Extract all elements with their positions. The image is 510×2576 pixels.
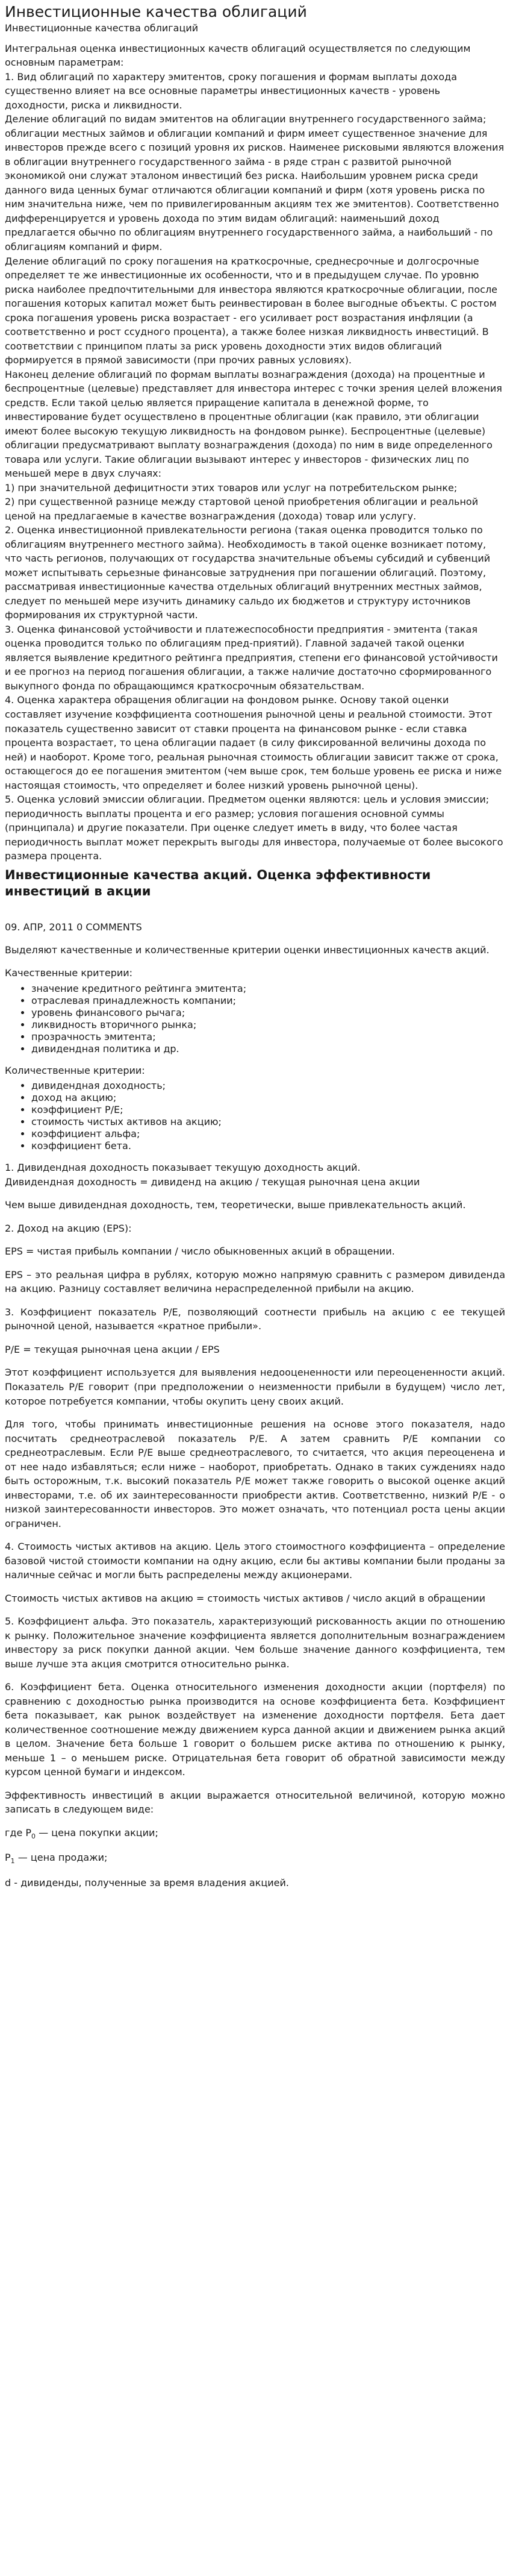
list-item: • стоимость чистых активов на акцию; <box>31 1116 505 1128</box>
bonds-paragraph: Наконец деление облигаций по формам выплаты вознаграждения (дохода) на процентные и беспроцентные (целевые) представляет для инвестора интерес с точки зрения целей вложения средств. Если такой целью является приращение капитала в денежной форме, то инвестирование будет осуществлено в процентные облигации (как правило, эти облигации имеют более высокую текущую ликвидность на фондовом рынке). Беспроцентные (целевые) облигации предусматривают выплату вознаграждения (дохода) по ним в виде определенного товара или услуги. Такие облигации вызывают интерес у инвесторов - физических лиц по меньшей мере в двух случаях: <box>5 368 502 480</box>
bonds-paragraph: Деление облигаций по сроку погашения на краткосрочные, среднесрочные и долгосрочные определяет те же инвестиционные их особенности, что и в предыдущем случае. По уровню риска наиболее предпочтительными для инвестора являются краткосрочные облигации, после погашения которых капитал может быть реинвестирован в более выгодные объекты. С ростом срока погашения уровень риска возрастает - его усиливает рост возрастания инфляции (а соответственно и рост ссудного процента), а также более низкая ликвидность инвестиций. В соответствии с принципом платы за риск уровень доходности этих видов облигаций формируется в прямой зависимости (при прочих равных условиях). <box>5 255 498 366</box>
criterion-pe: 3. Коэффициент показатель P/E, позволяющий соотнести прибыль на акцию с ее текущей рыночной ценой, называется «кратное прибыли». <box>5 1306 505 1332</box>
bonds-paragraph: 5. Оценка условий эмиссии облигации. Предметом оценки являются: цель и условия эмиссии; периодичность выплаты процента и его размер; условия погашения основной суммы (принципала) и другие показатели. При оценке следует иметь в виду, что более частая периодичность выплат может перекрыть выгоды для инвестора, получаемые от более высокого размера процента. <box>5 794 503 862</box>
qualitative-list <box>5 983 505 1055</box>
criterion-alpha: 5. Коэффициент альфа. Это показатель, характеризующий рискованность акции по отношению к рынку. Положительное значение коэффициента является дополнительным вознаграждением инвестору за риск покупки данной акции. Чем больше значение данного коэффициента, тем выше лучше эта акция смотрится относительно рынка. <box>5 1615 505 1670</box>
list-item: • дивидендная доходность; <box>31 1080 505 1092</box>
bonds-paragraph: 4. Оценка характера обращения облигации на фондовом рынке. Основу такой оценки составляет изучение коэффициента соотношения рыночной цены и реальной стоимости. Этот показатель существенно зависит от ставки процента на финансовом рынке - если ставка процента возрастает, то цена облигации падает (в силу фиксированной величины дохода по ней) и наоборот. Кроме того, реальная рыночная стоимость облигации зависит также от срока, остающегося до ее погашения эмитентом (чем выше срок, тем больше уровень ее риска и ниже настоящая стоимость, что определяет и более низкий уровень рыночной цены). <box>5 694 502 791</box>
bonds-paragraph: 2) при существенной разнице между стартовой ценой приобретения облигации и реальной ценой на предлагаемые в качестве вознаграждения (дохода) товар или услугу. <box>5 496 479 522</box>
bonds-paragraph: 1) при значительной дефицитности этих товаров или услуг на потребительском рынке; <box>5 481 458 494</box>
formula-dividend-yield: Дивидендная доходность = дивиденд на акцию / текущая рыночная цена акции <box>5 1176 420 1188</box>
criterion-dividend-yield: 1. Дивидендная доходность показывает текущую доходность акций. <box>5 1162 361 1174</box>
bonds-paragraph: 2. Оценка инвестиционной привлекательности региона (такая оценка проводится только по облигациям внутреннего местного займа). Необходимость в такой оценке возникает потому, что часть регионов, получающих от государства значительные объемы субсидий и субвенций может испытывать серьезные финансовые затруднения при погашении облигаций. Поэтому, рассматривая инвестиционные качества отдельных облигаций внутренних местных займов, следует по меньшей мере изучить динамику сальдо их бюджетов и структуру источников формирования их структурной части. <box>5 524 491 621</box>
post-meta: 09. АПР, 2011 0 COMMENTS <box>5 921 142 933</box>
criterion-paragraph: EPS – это реальная цифра в рублях, которую можно напрямую сравнить с размером дивиденда на акцию. Разницу составляет величина нераспределенной прибыли на акцию. <box>5 1268 505 1295</box>
qualitative-label: Качественные критерии: <box>5 967 133 979</box>
bonds-paragraph: Интегральная оценка инвестиционных качеств облигаций осуществляется по следующим основным параметрам: <box>5 42 471 69</box>
definition-d: d - дивиденды, полученные за время владения акцией. <box>5 1876 289 1888</box>
list-item: • коэффициент P/E; <box>31 1104 505 1116</box>
definition-p1 <box>5 1851 505 1866</box>
list-item: • уровень финансового рычага; <box>31 1007 505 1019</box>
criterion-paragraph: Чем выше дивидендная доходность, тем, теоретически, выше привлекательность акций. <box>5 1199 466 1211</box>
bonds-section <box>5 42 505 863</box>
list-item: • дивидендная политика и др. <box>31 1043 505 1055</box>
page-title: Инвестиционные качества облигаций <box>5 3 307 20</box>
list-item: • доход на акцию; <box>31 1092 505 1104</box>
list-item: • коэффициент альфа; <box>31 1128 505 1140</box>
definition-p1-post: — цена продажи; <box>14 1852 108 1864</box>
definition-p0 <box>5 1826 505 1841</box>
criterion-paragraph: Этот коэффициент используется для выявления недооцененности или переоцененности акций. Показатель P/E говорит (при предположении о неизменности прибыли в будущем) число лет, которое потребуется компании, чтобы окупить цену своих акций. <box>5 1367 505 1407</box>
formula-eps: EPS = чистая прибыль компании / число обыкновенных акций в обращении. <box>5 1246 395 1258</box>
page-subtitle: Инвестиционные качества облигаций <box>5 22 199 34</box>
criterion-net-assets: 4. Стоимость чистых активов на акцию. Цель этого стоимостного коэффициента – определение базовой чистой стоимости компании на одну акцию, если бы активы компании были проданы за наличные сейчас и могли быть распределены между акционерами. <box>5 1541 505 1581</box>
definition-p1-pre: P <box>5 1852 11 1864</box>
stocks-section <box>5 943 505 1890</box>
quantitative-list <box>5 1080 505 1152</box>
bonds-paragraph: 1. Вид облигаций по характеру эмитентов, сроку погашения и формам выплаты дохода существенно влияет на все основные параметры инвестиционных качеств - уровень доходности, риска и ликвидности. <box>5 71 458 111</box>
intro-paragraph: Выделяют качественные и количественные критерии оценки инвестиционных качеств акций. <box>5 944 490 956</box>
list-item: • ликвидность вторичного рынка; <box>31 1019 505 1031</box>
criterion-eps: 2. Доход на акцию (EPS): <box>5 1222 132 1234</box>
list-item: • прозрачность эмитента; <box>31 1031 505 1043</box>
bonds-paragraph: Деление облигаций по видам эмитентов на облигации внутреннего государственного займа; облигации местных займов и облигации компаний и фирм имеет существенное значение для инвесторов прежде всего с позиций уровня их рисков. Наименее рисковыми являются вложения в облигации внутреннего государственного займа - в ряде стран с развитой рыночной экономикой они служат эталоном инвестиций без риска. Наибольшим уровнем риска среди данного вида ценных бумаг отличаются облигации компаний и фирм (хотя уровень риска по ним значительна ниже, чем по привилегированным акциям тех же эмитентов). Соответственно дифференцируется и уровень дохода по этим видам облигаций: наименьший доход предлагается обычно по облигациям внутреннего государственного займа, а наибольший - по облигациям компаний и фирм. <box>5 113 505 252</box>
criterion-beta: 6. Коэффициент бета. Оценка относительного изменения доходности акции (портфеля) по сравнению с доходностью рынка производится на основе коэффициента бета. Коэффициент бета показывает, как рынок воздействует на изменение доходности портфеля. Бета дает количественное соотношение между движением курса данной акции и движением рынка акций в целом. Значение бета больше 1 говорит о большем риске актива по отношению к рынку, меньше 1 – о меньшем риске. Отрицательная бета говорит об обратной зависимости между курсом ценной бумаги и индексом. <box>5 1681 505 1778</box>
formula-net-assets: Стоимость чистых активов на акцию = стоимость чистых активов / число акций в обращении <box>5 1592 486 1604</box>
list-item: • коэффициент бета. <box>31 1140 505 1152</box>
definition-p1-sub: 1 <box>10 1857 15 1866</box>
definition-p0-post: — цена покупки акции; <box>36 1826 158 1838</box>
list-item: • отраслевая принадлежность компании; <box>31 995 505 1007</box>
stocks-heading: Инвестиционные качества акций. Оценка эффективности инвестиций в акции <box>5 867 431 898</box>
formula-pe: P/E = текущая рыночная цена акции / EPS <box>5 1343 220 1355</box>
efficiency-paragraph: Эффективность инвестиций в акции выражается относительной величиной, которую можно записать в следующем виде: <box>5 1789 505 1816</box>
bonds-paragraph: 3. Оценка финансовой устойчивости и платежеспособности предприятия - эмитента (такая оценка проводится только по облигациям пред-приятий). Главной задачей такой оценки является выявление кредитного рейтинга предприятия, степени его финансовой устойчивости и ее прогноз на период погашения облигации, а также наличие достаточно сформированного выкупного фонда по обращающимся краткосрочным обязательствам. <box>5 623 498 692</box>
definition-p0-sub: 0 <box>31 1832 36 1841</box>
list-item: • значение кредитного рейтинга эмитента; <box>31 983 505 995</box>
definition-p0-pre: где P <box>5 1826 32 1838</box>
criterion-paragraph: Для того, чтобы принимать инвестиционные решения на основе этого показателя, надо посчитать среднеотраслевой показатель P/E. А затем сравнить P/E компании со среднеотраслевым. Если P/E выше среднеотраслевого, то считается, что акция переоценена и от нее надо избавляться; если ниже – наоборот, приобретать. Однако в таких суждениях надо быть осторожным, т.к. высокий показатель P/E может также говорить о высокой оценке акций инвесторами, т.е. об их заинтересованности приобрести актив. Соответственно, низкий P/E - о низкой заинтересованности инвесторов. Это может означать, что потенциал роста цены акции ограничен. <box>5 1418 505 1529</box>
quantitative-label: Количественные критерии: <box>5 1064 145 1076</box>
